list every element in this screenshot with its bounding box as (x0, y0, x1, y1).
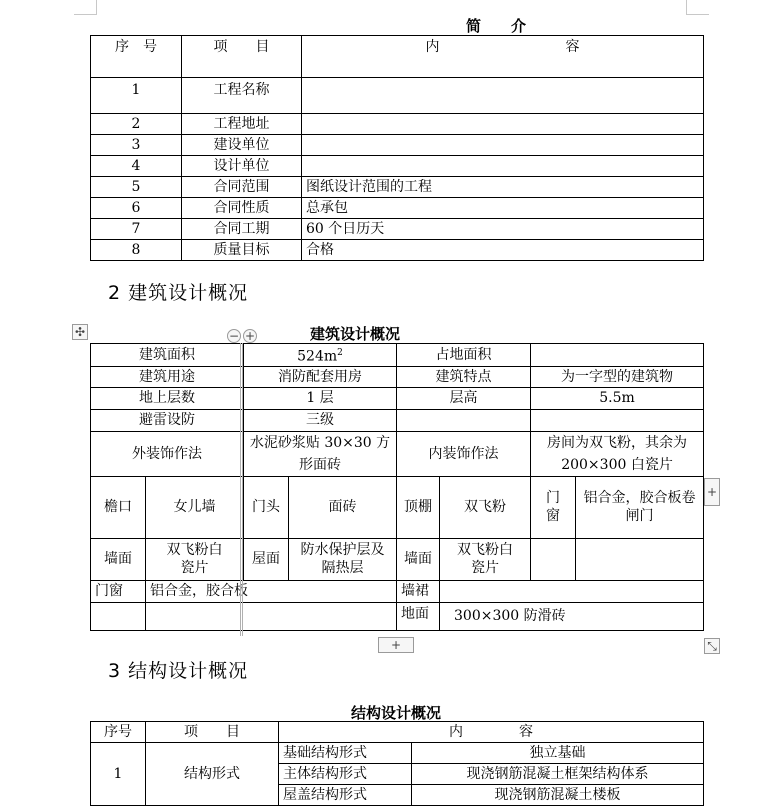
intro-table[interactable] (90, 35, 704, 261)
row-content[interactable]: 总承包 (302, 198, 704, 219)
row-item: 工程地址 (182, 114, 302, 135)
add-column-button[interactable]: + (704, 478, 720, 506)
wall2-label: 墙面 (397, 538, 440, 580)
door-head-label: 门头 (244, 476, 289, 538)
row-content[interactable]: 合格 (302, 240, 704, 261)
struct-header-content: 内 容 (279, 722, 704, 743)
height-value: 5.5m (531, 387, 704, 409)
struct-sub-label: 基础结构形式 (279, 743, 412, 764)
row-content[interactable] (302, 156, 704, 177)
area-label: 建筑面积 (91, 344, 244, 367)
struct-sub-label: 主体结构形式 (279, 764, 412, 785)
section-3-heading: 3 结构设计概况 (108, 660, 249, 682)
skirt-label: 墙裙 (397, 580, 440, 602)
intro-title: 简 介 (466, 17, 527, 35)
row-content[interactable]: 图纸设计范围的工程 (302, 177, 704, 198)
row-no: 8 (91, 240, 182, 261)
tile-value: 面砖 (289, 476, 397, 538)
eave-label: 檐口 (91, 476, 146, 538)
struct-title: 结构设计概况 (351, 704, 442, 722)
row-no: 3 (91, 135, 182, 156)
lightning-label: 避雷设防 (91, 409, 244, 431)
row-item: 合同工期 (182, 219, 302, 240)
row-no: 7 (91, 219, 182, 240)
empty-cell[interactable] (397, 409, 531, 431)
crop-mark-top-left (74, 0, 97, 15)
doorwin-value: 铝合金，胶合板卷闸门 (576, 476, 704, 538)
row-item: 合同范围 (182, 177, 302, 198)
ext-value: 水泥砂浆贴 30×30 方形面砖 (244, 431, 397, 476)
floors-label: 地上层数 (91, 387, 244, 409)
wall-value: 双飞粉白瓷片 (146, 538, 244, 580)
struct-sub-label: 屋盖结构形式 (279, 785, 412, 806)
door-label: 门窗 (91, 580, 146, 602)
wall-label: 墙面 (91, 538, 146, 580)
empty-cell[interactable] (576, 538, 704, 580)
row-item: 合同性质 (182, 198, 302, 219)
row-item: 建设单位 (182, 135, 302, 156)
row-no: 2 (91, 114, 182, 135)
area-value: $524m^2$ (244, 344, 397, 367)
row-content[interactable] (302, 135, 704, 156)
table-move-handle-icon[interactable]: ✣ (72, 324, 88, 340)
row-content[interactable] (302, 114, 704, 135)
struct-table[interactable] (90, 721, 704, 806)
empty-cell[interactable] (91, 602, 146, 630)
table-row (91, 198, 704, 219)
row-content[interactable]: 60 个日历天 (302, 219, 704, 240)
table-row (91, 135, 704, 156)
empty-cell[interactable] (146, 602, 397, 630)
int-label: 内装饰作法 (397, 431, 531, 476)
row-no: 5 (91, 177, 182, 198)
floor-value: 300×300 防滑砖 (440, 602, 704, 630)
int-value: 房间为双飞粉，其余为 200×300 白瓷片 (531, 431, 704, 476)
table-row (91, 219, 704, 240)
door-value: 铝合金，胶合板 (146, 580, 397, 602)
table-row (91, 177, 704, 198)
row-content[interactable] (302, 78, 704, 114)
row-item: 质量目标 (182, 240, 302, 261)
skirt-value[interactable] (440, 580, 704, 602)
floors-value: 1 层 (244, 387, 397, 409)
empty-cell[interactable] (531, 409, 704, 431)
roof-value: 防水保护层及隔热层 (289, 538, 397, 580)
row-no: 6 (91, 198, 182, 219)
floor-label: 地面 (397, 602, 440, 630)
collapse-column-icon[interactable]: − (228, 329, 240, 343)
add-row-button[interactable]: + (378, 637, 414, 653)
resize-table-icon[interactable]: ⤡ (704, 638, 720, 654)
struct-sub-value: 独立基础 (412, 743, 704, 764)
struct-sub-value: 现浇钢筋混凝土楼板 (412, 785, 704, 806)
feature-label: 建筑特点 (397, 366, 531, 387)
use-value: 消防配套用房 (244, 366, 397, 387)
struct-header-no: 序号 (91, 722, 146, 743)
ceiling-label: 顶棚 (397, 476, 440, 538)
section-2-heading: 2 建筑设计概况 (108, 282, 249, 304)
arch-title: 建筑设计概况 (310, 325, 401, 343)
intro-header-item: 项 目 (182, 36, 302, 78)
empty-cell[interactable] (531, 538, 576, 580)
land-label: 占地面积 (397, 344, 531, 367)
parapet-value: 女儿墙 (146, 476, 244, 538)
struct-sub-value: 现浇钢筋混凝土框架结构体系 (412, 764, 704, 785)
table-row (91, 156, 704, 177)
row-no: 1 (91, 78, 182, 114)
doorwin-label: 门窗 (531, 476, 576, 538)
table-row (91, 240, 704, 261)
row-no: 4 (91, 156, 182, 177)
ext-label: 外装饰作法 (91, 431, 244, 476)
expand-column-icon[interactable]: + (244, 329, 256, 343)
column-selection-guide (240, 343, 243, 636)
use-label: 建筑用途 (91, 366, 244, 387)
arch-table[interactable] (90, 343, 704, 631)
row-item: 设计单位 (182, 156, 302, 177)
roof-label: 屋面 (244, 538, 289, 580)
struct-row-no: 1 (91, 743, 146, 806)
struct-header-item: 项 目 (146, 722, 279, 743)
wall2-value: 双飞粉白瓷片 (440, 538, 531, 580)
height-label: 层高 (397, 387, 531, 409)
row-item: 工程名称 (182, 78, 302, 114)
intro-header-content: 内 容 (302, 36, 704, 78)
feature-value: 为一字型的建筑物 (531, 366, 704, 387)
crop-mark-top-right (686, 0, 709, 15)
intro-header-no: 序 号 (91, 36, 182, 78)
lightning-value: 三级 (244, 409, 397, 431)
table-row (91, 78, 704, 114)
land-value[interactable] (531, 344, 704, 367)
struct-row-item: 结构形式 (146, 743, 279, 806)
ceiling-value: 双飞粉 (440, 476, 531, 538)
table-row (91, 114, 704, 135)
